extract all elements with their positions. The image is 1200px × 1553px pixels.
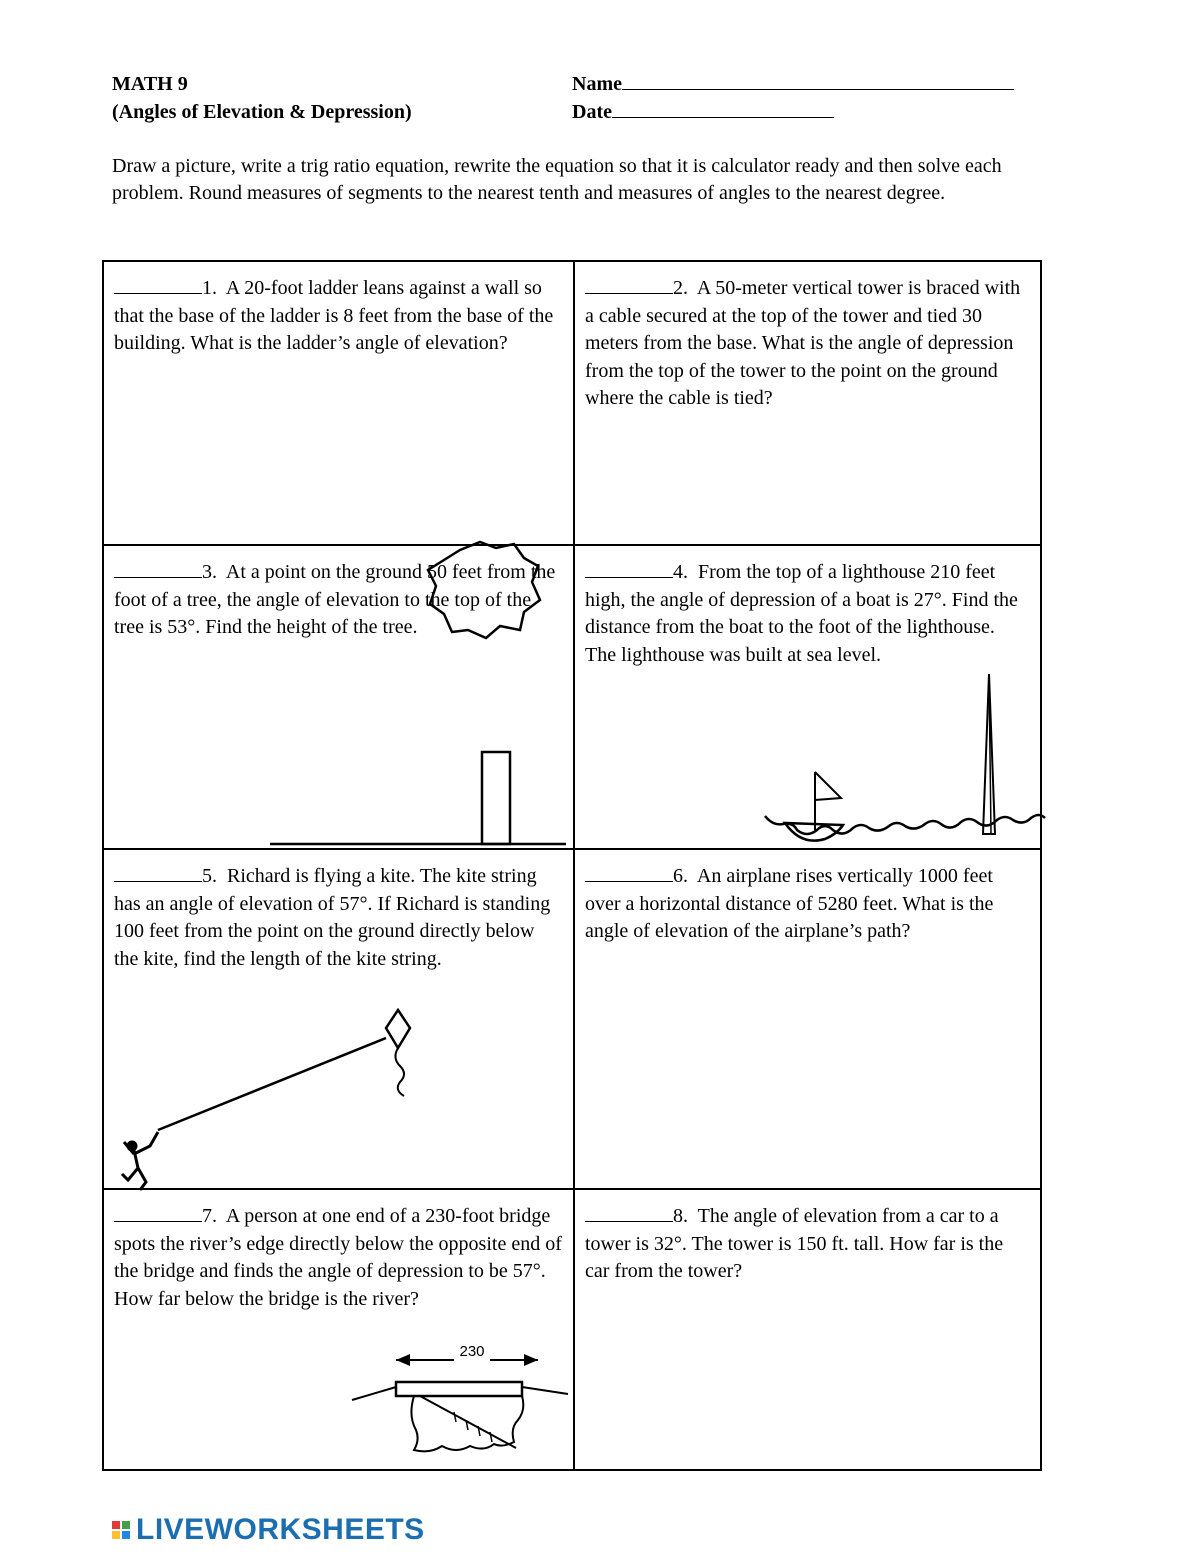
problem-text: A 50-meter vertical tower is braced with a cable secured at the top of the tower and tied 30 meters from the base. What is the angle of depression from the top of the tower to the point on the ground where the cable is tied? [585,277,1021,409]
brand-name: LIVEWORKSHEETS [136,1513,425,1546]
answer-blank-6[interactable] [585,863,673,882]
tree-illustration [104,546,573,848]
answer-blank-1[interactable] [114,275,202,294]
problem-7 [104,1190,573,1469]
course-title: MATH 9 [112,73,188,95]
problem-number: 5. [202,865,217,887]
problem-text: At a point on the ground 50 feet from the foot of a tree, the angle of elevation to the top of the tree is 53°. Find the height of the tree. [114,561,556,638]
problem-grid [102,260,1042,1471]
problem-text: An airplane rises vertically 1000 feet over a horizontal distance of 5280 feet. What is the angle of elevation of the airplane’s path? [585,865,994,942]
problem-number: 4. [673,561,688,583]
liveworksheets-logo[interactable] [112,1512,425,1548]
problem-number: 7. [202,1205,217,1227]
problem-text: A 20-foot ladder leans against a wall so that the base of the ladder is 8 feet from the base of the building. What is the ladder’s angle of elevation? [114,277,554,354]
problem-text: From the top of a lighthouse 210 feet high, the angle of depression of a boat is 27°. Find the distance from the boat to the foot of the lighthouse. The lighthouse was built at sea level. [585,561,1018,666]
problem-text: A person at one end of a 230-foot bridge spots the river’s edge directly below the opposite end of the bridge and finds the angle of depression to be 57°. How far below the bridge is the river? [114,1205,562,1310]
lighthouse-illustration [575,546,1040,848]
date-field[interactable] [612,99,834,118]
worksheet-header [112,70,412,126]
problem-6 [575,850,1040,1188]
logo-icon [112,1521,130,1539]
problem-5 [104,850,573,1188]
bridge-deck [396,1382,522,1396]
tree-crown [428,542,540,638]
topic-title: (Angles of Elevation & Depression) [112,101,412,123]
person-figure [122,1132,158,1190]
problem-4 [575,546,1040,848]
kite-string [158,1038,386,1130]
kite-tail [395,1048,404,1096]
problem-text: Richard is flying a kite. The kite string has an angle of elevation of 57°. If Richard is standing 100 feet from the point on the ground directly below the kite, find the length of the kite string. [114,865,551,970]
kite-illustration [104,850,573,1188]
line-of-sight [420,1396,516,1448]
problem-text: The angle of elevation from a car to a tower is 32°. The tower is 150 ft. tall. How far is the car from the tower? [585,1205,1004,1282]
date-row [572,98,1014,126]
name-field[interactable] [622,71,1014,90]
problem-number: 3. [202,561,217,583]
kite [386,1010,410,1048]
problem-number: 8. [673,1205,688,1227]
problem-8 [575,1190,1040,1469]
problem-2 [575,262,1040,544]
tree-trunk [482,752,510,844]
problem-1 [104,262,573,544]
boat-sail [815,772,841,800]
instructions: Draw a picture, write a trig ratio equation, rewrite the equation so that it is calculator ready and then solve each problem. Round measures of segments to the nearest tenth and measures of angles to the nearest degree. [112,155,1002,204]
bridge-illustration [104,1190,573,1469]
answer-blank-8[interactable] [585,1203,673,1222]
student-info [572,70,1014,126]
date-label: Date [572,101,612,123]
problem-number: 1. [202,277,217,299]
problem-number: 2. [673,277,688,299]
problem-3 [104,546,573,848]
bridge-length-label: 230 [459,1343,485,1360]
name-row [572,70,1014,98]
problem-number: 6. [673,865,688,887]
answer-blank-2[interactable] [585,275,673,294]
name-label: Name [572,73,622,95]
